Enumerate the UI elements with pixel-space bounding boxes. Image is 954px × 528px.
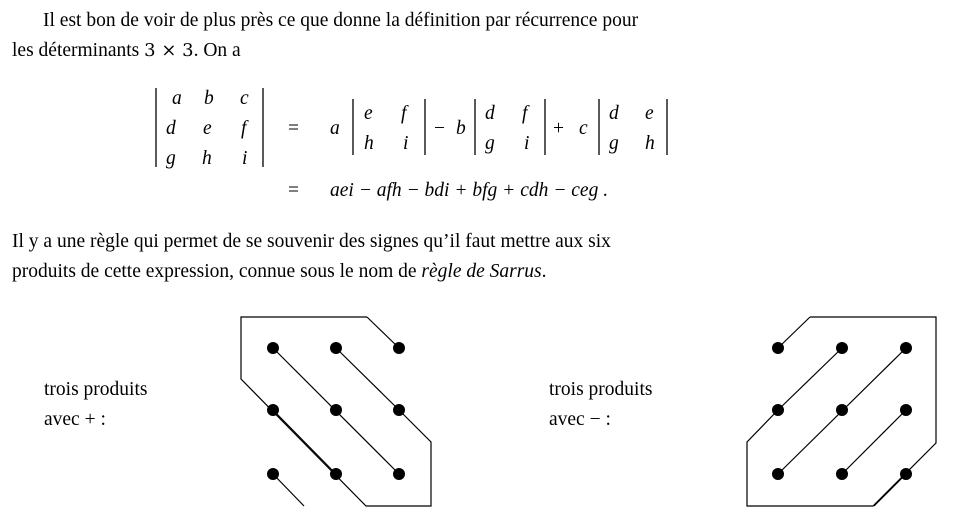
m33: i: [242, 148, 248, 169]
m23: f: [241, 118, 247, 139]
minus-dot: [772, 404, 784, 416]
minor1-21: h: [364, 133, 374, 154]
minus-dot: [772, 468, 784, 480]
minor2-22: i: [524, 133, 530, 154]
minor1-22: i: [403, 133, 409, 154]
intro-line-1: Il est bon de voir de plus près ce que donne la définition par récurrence pour: [43, 10, 639, 31]
plus-lower-diagonal: [273, 410, 336, 474]
m32: h: [202, 148, 212, 169]
plus-dot: [330, 342, 342, 354]
minus-upper-diagonal: [778, 348, 842, 410]
plus-label-line-1: trois produits: [44, 379, 148, 400]
plus-wrap-top: [367, 317, 399, 348]
plus-upper-diagonal: [336, 348, 399, 410]
minus-dot: [836, 342, 848, 354]
coef-b: b: [456, 118, 466, 139]
intro-line-2-pre: les déterminants: [12, 40, 145, 61]
minus-wrap-bottom: [874, 474, 906, 506]
m12: b: [204, 88, 214, 109]
minus-dot: [900, 342, 912, 354]
plus-dot: [393, 404, 405, 416]
plus-dot: [267, 404, 279, 416]
sarrus-line-2-post: .: [541, 261, 547, 282]
minus-label-line-2: avec − :: [549, 409, 611, 430]
coef-a: a: [330, 118, 340, 139]
plus-dot: [393, 468, 405, 480]
minor1-11: e: [364, 103, 373, 124]
minus-dot: [772, 342, 784, 354]
minor3-11: d: [609, 103, 619, 124]
sarrus-rule-name: règle de Sarrus: [421, 261, 542, 282]
minor3-21: g: [609, 133, 619, 154]
minus-lower-diagonal: [842, 410, 906, 474]
expansion: aei − afh − bdi + bfg + cdh − ceg .: [330, 180, 609, 201]
minor1-12: f: [401, 103, 407, 124]
minus-dot: [900, 404, 912, 416]
m31: g: [166, 148, 176, 169]
op-plus: +: [553, 118, 564, 139]
m13: c: [240, 88, 249, 109]
plus-label-line-2: avec + :: [44, 409, 106, 430]
minor2-12: f: [522, 103, 528, 124]
sarrus-line-2-pre: produits de cette expression, connue sous le nom de: [12, 261, 422, 282]
minor2-21: g: [485, 133, 495, 154]
op-minus: −: [434, 118, 445, 139]
plus-dot: [267, 468, 279, 480]
plus-wrap-bottom: [273, 474, 304, 506]
plus-dot: [267, 342, 279, 354]
intro-line-2-math: 3 × 3: [144, 40, 194, 61]
plus-dot: [330, 404, 342, 416]
equals-2: =: [288, 180, 299, 201]
plus-dot: [330, 468, 342, 480]
minus-dot: [836, 468, 848, 480]
minus-label-line-1: trois produits: [549, 379, 653, 400]
plus-dot: [393, 342, 405, 354]
minor3-22: h: [645, 133, 655, 154]
equals-1: =: [288, 118, 299, 139]
m11: a: [172, 88, 182, 109]
m21: d: [166, 118, 176, 139]
minor3-12: e: [645, 103, 654, 124]
minus-dot: [836, 404, 848, 416]
minus-wrap-top: [778, 317, 810, 348]
intro-line-2-post: . On a: [193, 40, 241, 61]
minus-dot: [900, 468, 912, 480]
m22: e: [203, 118, 212, 139]
coef-c: c: [579, 118, 588, 139]
minor2-11: d: [485, 103, 495, 124]
sarrus-line-1: Il y a une règle qui permet de se souvenir des signes qu’il faut mettre aux six: [12, 231, 611, 252]
